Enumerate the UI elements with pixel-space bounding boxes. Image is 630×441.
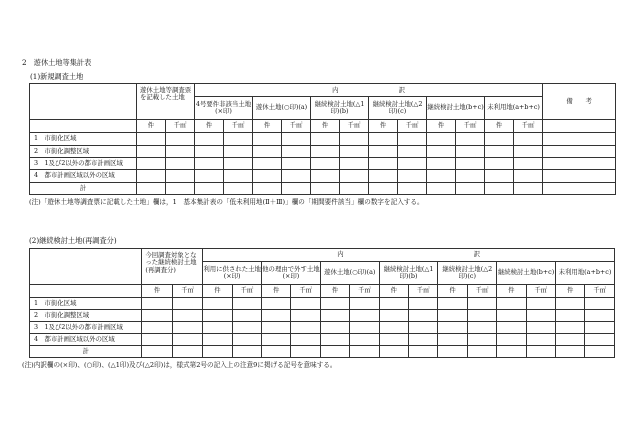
section-title: 2 遊休土地等集計表: [22, 58, 92, 67]
t1-unit-sqm: 千㎡: [456, 119, 485, 132]
table2-note: (注)内訳欄の(×印)、(○印)、(△1印)及び(△2印)は，様式第2号の記入上の注意9に掲げる記号を意味する。: [22, 361, 337, 369]
t2-unit-blank: [30, 285, 142, 298]
t1-row-label: 3 1及び2以外の都市計画区域: [30, 157, 137, 169]
t1-blank-header: [30, 84, 137, 120]
table2-caption: (2)継続検討土地(再調査分): [29, 236, 117, 245]
t2-header-breakdown: [203, 249, 615, 262]
t1-unit-sqm: 千㎡: [514, 119, 543, 132]
table1-caption: (1)新規調査土地: [30, 72, 84, 81]
t1-unit-sqm: 千㎡: [340, 119, 369, 132]
new-survey-table: [29, 83, 616, 195]
t2-group-5: 継続検討土地(b+c): [497, 262, 556, 285]
t2-unit-sqm: 千㎡: [350, 285, 379, 298]
t2-unit-sqm: 千㎡: [409, 285, 438, 298]
t1-header-breakdown: [195, 84, 543, 97]
table1-note: (注)「遊休土地等調査票に記載した土地」欄は，1 基本集計表の「低未利用地(Ⅱ＋Ⅲ)」欄の「期間要件該当」欄の数字を記入する。: [29, 198, 424, 206]
t2-group-1: 他の理由で外す土地(×印): [262, 262, 321, 285]
t1-total-label: 計: [30, 182, 137, 194]
t2-unit-sqm: 千㎡: [526, 285, 555, 298]
t1-row-label: 4 都市計画区域以外の区域: [30, 170, 137, 182]
t2-group-2: 遊休土地(○印)(a): [320, 262, 379, 285]
t1-unit-sqm: 千㎡: [224, 119, 253, 132]
t2-yaku: 訳: [473, 250, 481, 259]
t2-unit-sqm: 千㎡: [467, 285, 496, 298]
t1-unit-sqm: 千㎡: [282, 119, 311, 132]
t2-total-label: 計: [30, 346, 142, 358]
t2-row-label: 3 1及び2以外の都市計画区域: [30, 322, 142, 334]
t1-unit-ken: 件: [369, 119, 398, 132]
t1-yaku: 訳: [398, 85, 405, 94]
t1-unit-blank: [30, 119, 137, 132]
t1-row-label: 1 市街化区域: [30, 133, 137, 145]
continued-survey-table: [29, 248, 615, 358]
t2-blank-header: [30, 249, 142, 285]
t1-unit-ken: 件: [485, 119, 514, 132]
t1-group-1: 遊休土地(○印)(a): [253, 97, 311, 120]
t1-row-label: 2 市街化調整区域: [30, 145, 137, 157]
t2-unit-ken: 件: [142, 285, 172, 298]
t1-group-0: 4号要件非該当土地(×印): [195, 97, 253, 120]
t2-unit-ken: 件: [438, 285, 467, 298]
t2-group-4: 継続検討土地(△2印)(c): [438, 262, 497, 285]
t1-unit-ken: 件: [253, 119, 282, 132]
t2-group-6: 未利用地(a+b+c): [555, 262, 614, 285]
t2-unit-ken: 件: [379, 285, 408, 298]
t2-unit-sqm: 千㎡: [232, 285, 261, 298]
t2-unit-sqm: 千㎡: [291, 285, 320, 298]
t1-unit-sqm: 千㎡: [398, 119, 427, 132]
t1-unit-remarks: [543, 119, 616, 132]
t2-unit-sqm: 千㎡: [172, 285, 202, 298]
t2-row-label: 1 市街化区域: [30, 298, 142, 310]
t2-group-0: 利用に供された土地(×印): [203, 262, 262, 285]
t2-group-3: 継続検討土地(△1印)(b): [379, 262, 438, 285]
t1-unit-sqm: 千㎡: [166, 119, 195, 132]
t1-unit-ken: 件: [311, 119, 340, 132]
t1-unit-ken: 件: [195, 119, 224, 132]
t1-header-survey-land: 遊休土地等調査票を記載した土地: [137, 84, 195, 120]
t1-group-2: 継続検討土地(△1印)(b): [311, 97, 369, 120]
t2-row-label: 2 市街化調整区域: [30, 310, 142, 322]
t2-unit-sqm: 千㎡: [585, 285, 615, 298]
t1-group-4: 継続検討土地(b+c): [427, 97, 485, 120]
t2-row-label: 4 都市計画区域以外の区域: [30, 334, 142, 346]
t1-uchi: 内: [332, 85, 339, 94]
t1-unit-ken: 件: [137, 119, 166, 132]
t1-unit-ken: 件: [427, 119, 456, 132]
t1-header-remarks: 備 考: [543, 84, 616, 120]
t1-group-3: 継続検討土地(△2印)(c): [369, 97, 427, 120]
t2-header-survey-land: 今回調査対象となった継続検討土地(再調査分): [142, 249, 203, 285]
t2-unit-ken: 件: [320, 285, 349, 298]
t2-unit-ken: 件: [555, 285, 584, 298]
t2-uchi: 内: [337, 250, 344, 259]
t2-unit-ken: 件: [203, 285, 232, 298]
t1-group-5: 未利用地(a+b+c): [485, 97, 543, 120]
t2-unit-ken: 件: [497, 285, 526, 298]
t2-unit-ken: 件: [262, 285, 291, 298]
